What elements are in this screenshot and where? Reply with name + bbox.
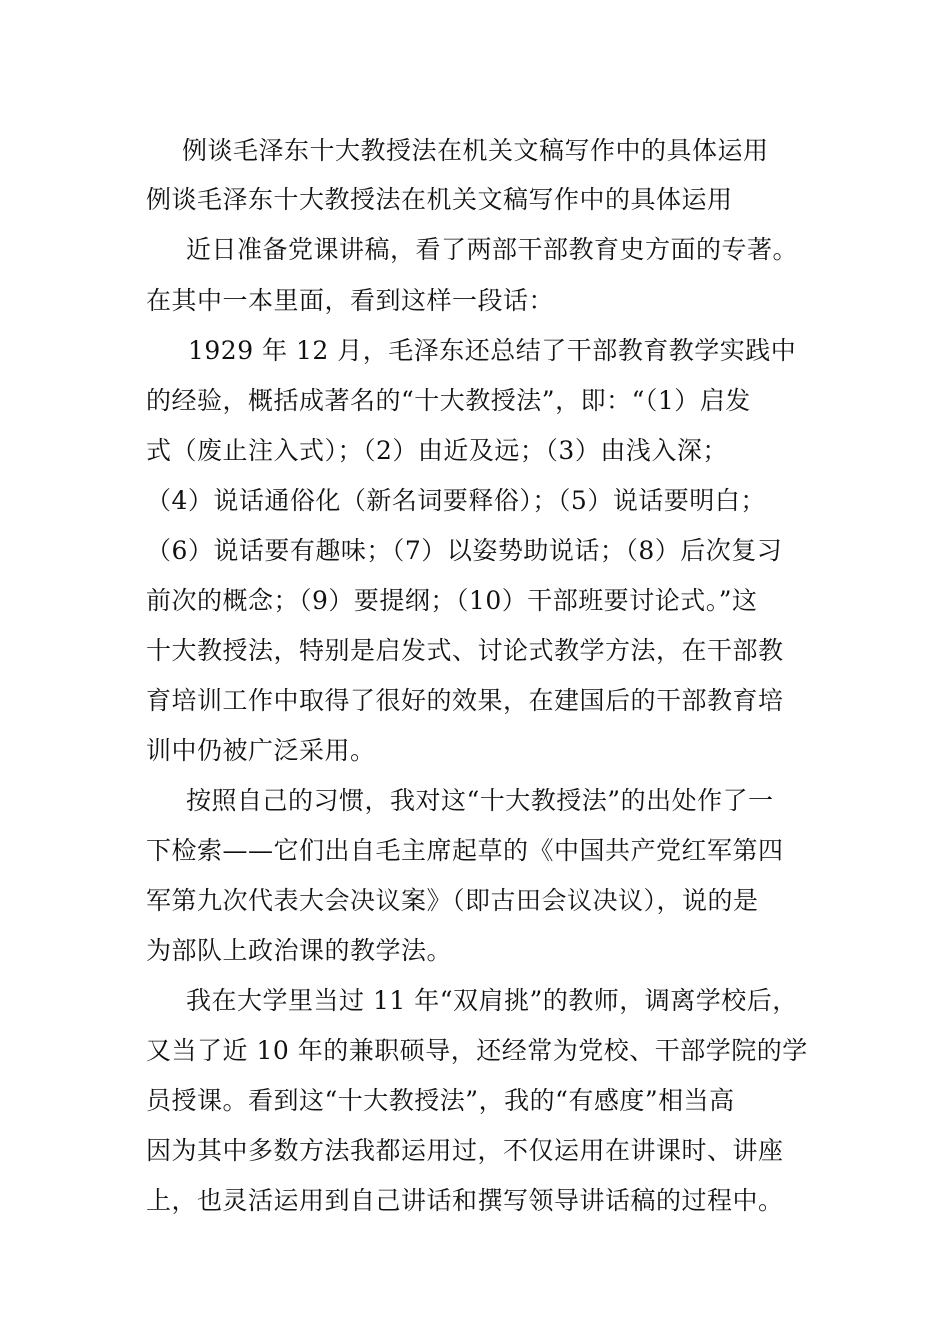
paragraph-line: 的经验，概括成著名的“十大教授法”，即：“（1）启发 [146,386,751,415]
paragraph-line: 育培训工作中取得了很好的效果，在建国后的干部教育培 [146,686,784,715]
paragraph-line: （6）说话要有趣味；（7）以姿势助说话；（8）后次复习 [146,536,783,565]
paragraph-line: 前次的概念；（9）要提纲；（10）干部班要讨论式。”这 [146,586,758,615]
paragraph-line: （4）说话通俗化（新名词要释俗）；（5）说话要明白； [146,486,766,515]
paragraph-line: 为部队上政治课的教学法。 [146,936,453,965]
paragraph-line: 1929 年 12 月，毛泽东还总结了干部教育教学实践中 [188,336,797,365]
paragraph-line: 又当了近 10 年的兼职硕导，还经常为党校、干部学院的学 [146,1036,808,1065]
paragraph-line: 军第九次代表大会决议案》（即古田会议决议），说的是 [146,886,759,915]
paragraph-line: 下检索——它们出自毛主席起草的《中国共产党红军第四 [146,836,784,865]
paragraph-line: 近日准备党课讲稿，看了两部干部教育史方面的专著。 [186,235,799,264]
paragraph-line: 员授课。看到这“十大教授法”，我的“有感度”相当高 [146,1086,735,1115]
document-title: 例谈毛泽东十大教授法在机关文稿写作中的具体运用 [182,136,769,165]
document-title-repeat: 例谈毛泽东十大教授法在机关文稿写作中的具体运用 [146,185,733,214]
paragraph-line: 训中仍被广泛采用。 [146,736,376,765]
paragraph-line: 上，也灵活运用到自己讲话和撰写领导讲话稿的过程中。 [146,1186,784,1215]
paragraph-line: 我在大学里当过 11 年“双肩挑”的教师，调离学校后， [186,986,798,1015]
paragraph-line: 在其中一本里面，看到这样一段话： [146,286,555,315]
paragraph-line: 十大教授法，特别是启发式、讨论式教学方法，在干部教 [146,636,784,665]
paragraph-line: 因为其中多数方法我都运用过，不仅运用在讲课时、讲座 [146,1136,784,1165]
paragraph-line: 按照自己的习惯，我对这“十大教授法”的出处作了一 [186,786,774,815]
paragraph-line: 式（废止注入式）；（2）由近及远；（3）由浅入深； [146,436,728,465]
